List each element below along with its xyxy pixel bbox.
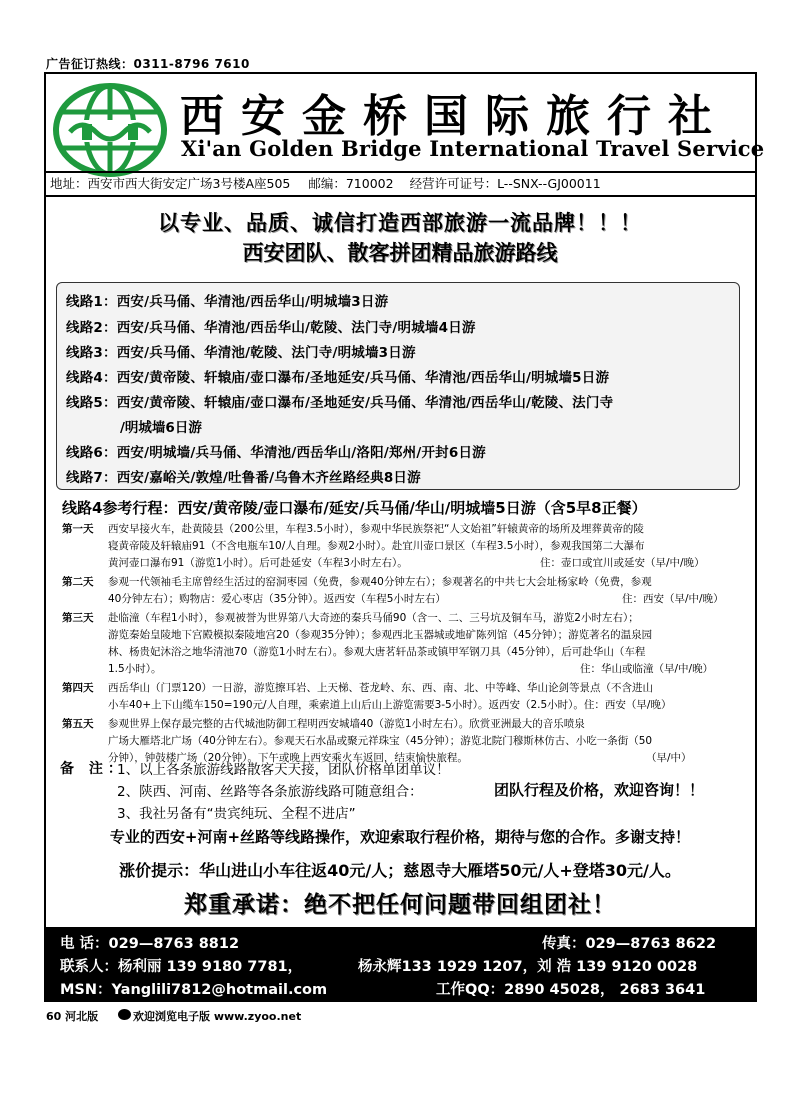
contact-bar bbox=[46, 927, 755, 1000]
day-label: 第一天 bbox=[62, 523, 94, 535]
day-text: 参观世界上保存最完整的古代城池防御工程明西安城墙40（游览1小时左右）。欣赏亚洲最大的音乐喷泉 bbox=[108, 718, 585, 730]
route-item: 线路2：西安/兵马俑、华清池/西岳华山/乾陵、法门寺/明城墙4日游 bbox=[66, 320, 476, 336]
slogan-sub: 西安团队、散客拼团精品旅游路线 bbox=[242, 241, 558, 265]
address-bar bbox=[46, 171, 755, 197]
day-label: 第五天 bbox=[62, 718, 94, 730]
route-item: 线路1：西安/兵马俑、华清池/西岳华山/明城墙3日游 bbox=[66, 294, 389, 310]
day-text: 黄河壶口瀑布91（游览1小时）。后可赴延安（车程3小时左右）。 bbox=[108, 557, 408, 569]
day-label: 第二天 bbox=[62, 576, 94, 588]
note-item: 1、以上各条旅游线路散客天天接，团队价格单团单议！ bbox=[117, 762, 450, 778]
contact-persons-more: 杨永辉133 1929 1207，刘 浩 139 9120 0028 bbox=[358, 959, 698, 975]
route-item: 线路5：西安/黄帝陵、轩辕庙/壶口瀑布/圣地延安/兵马俑、华清池/西岳华山/乾陵、法门寺 bbox=[66, 395, 614, 411]
promise-banner: 郑重承诺：绝不把任何问题带回组团社！ bbox=[184, 892, 616, 918]
day-meals: （早/中） bbox=[646, 752, 692, 764]
publication-logo-icon bbox=[118, 1009, 131, 1020]
day-text: 参观一代领袖毛主席曾经生活过的窑洞枣园（免费，参观40分钟左右）；参观著名的中共七大会址杨家岭（免费，参观 bbox=[108, 576, 652, 588]
promo-line: 专业的西安+河南+丝路等线路操作，欢迎索取行程价格，期待与您的合作。多谢支持！ bbox=[109, 828, 691, 846]
route-item: 线路4：西安/黄帝陵、轩辕庙/壶口瀑布/圣地延安/兵马俑、华清池/西岳华山/明城墙5日游 bbox=[66, 370, 610, 386]
footer-website: 欢迎浏览电子版 www.zyoo.net bbox=[133, 1010, 302, 1023]
route-item: 线路6：西安/明城墙/兵马俑、华清池/西岳华山/洛阳/郑州/开封6日游 bbox=[66, 445, 486, 461]
msn-contact: MSN：Yanglili7812@hotmail.com bbox=[60, 982, 328, 998]
itinerary-title: 线路4参考行程：西安/黄帝陵/壶口瀑布/延安/兵马俑/华山/明城墙5日游（含5早8正餐） bbox=[62, 499, 647, 517]
phone-number: 电 话：029—8763 8812 bbox=[60, 936, 240, 952]
globe-logo-icon bbox=[52, 82, 168, 178]
slogan-main: 以专业、品质、诚信打造西部旅游一流品牌！！！ bbox=[158, 211, 642, 235]
note-item: 2、陕西、河南、丝路等各条旅游线路可随意组合： bbox=[117, 784, 423, 800]
qq-contact: 工作QQ：2890 45028， 2683 3641 bbox=[436, 982, 706, 998]
route-item-continued: /明城墙6日游 bbox=[120, 420, 202, 436]
day-text: 游览秦始皇陵地下宫殿模拟秦陵地宫20（参观35分钟）；参观西北玉器城或地矿陈列馆（45分钟）；游览著名的温泉园 bbox=[108, 629, 653, 641]
ad-hotline: 广告征订热线：0311-8796 7610 bbox=[46, 57, 250, 71]
fax-number: 传真：029—8763 8622 bbox=[542, 936, 717, 952]
day-text: 林、杨贵妃沐浴之地华清池70（游览1小时左右）。参观大唐茗轩品茶或镇甲军钢刀具（45分钟），后可赴华山（车程 bbox=[108, 646, 646, 658]
day-text: 1.5小时）。 bbox=[108, 663, 162, 675]
day-text: 赴临潼（车程1小时），参观被誉为世界第八大奇迹的秦兵马俑90（含一、二、三号坑及铜车马，游览2小时左右）； bbox=[108, 612, 639, 624]
day-lodging: 住：华山或临潼（早/中/晚） bbox=[580, 663, 714, 675]
inquiry-highlight: 团队行程及价格，欢迎咨询！！ bbox=[494, 781, 705, 799]
day-text: 分钟），钟鼓楼广场（20分钟）。下午或晚上西安乘火车返回，结束愉快旅程。 bbox=[108, 752, 468, 764]
price-tip: 涨价提示：华山进山小车往返40元/人；慈恩寺大雁塔50元/人+登塔30元/人。 bbox=[119, 861, 681, 880]
contact-person: 联系人：杨利丽 139 9180 7781， bbox=[60, 959, 303, 975]
agency-chinese-name: 西安金桥国际旅行社 bbox=[180, 91, 729, 142]
day-text: 寝黄帝陵及轩辕庙91（不含电瓶车10/人自理。参观2小时）。赴宜川壶口景区（车程3.5小时），参观我国第二大瀑布 bbox=[108, 540, 645, 552]
day-text: 40分钟左右）；购物店：爱心枣店（35分钟）。返西安（车程5小时左右） bbox=[108, 593, 446, 605]
notes-label: 备 注： bbox=[60, 761, 127, 777]
day-text: 西安早接火车，赴黄陵县（200公里，车程3.5小时），参观中华民族祭祀“人文始祖”轩辕黄帝的场所及埋葬黄帝的陵 bbox=[108, 523, 644, 535]
postcode: 邮编：710002 bbox=[308, 176, 394, 191]
day-text: 西岳华山（门票120）一日游，游览擦耳岩、上天梯、苍龙岭、东、西、南、北、中等峰、华山论剑等景点（不含进山 bbox=[108, 682, 654, 694]
day-label: 第三天 bbox=[62, 612, 94, 624]
day-lodging: 住：西安（早/中/晚） bbox=[622, 593, 724, 605]
page-number: 60 河北版 bbox=[46, 1010, 99, 1023]
day-text: 小车40+上下山缆车150=190元/人自理，乘索道上山后山上游览需要3-5小时）。返西安（2.5小时）。住：西安（早/晚） bbox=[108, 699, 672, 711]
address: 地址：西安市西大街安定广场3号楼A座505 bbox=[50, 176, 291, 191]
agency-english-name: Xi'an Golden Bridge International Travel Service bbox=[181, 136, 765, 161]
route-item: 线路7：西安/嘉峪关/敦煌/吐鲁番/乌鲁木齐丝路经典8日游 bbox=[66, 470, 421, 486]
day-label: 第四天 bbox=[62, 682, 94, 694]
day-lodging: 住：壶口或宜川或延安（早/中/晚） bbox=[540, 557, 705, 569]
day-text: 广场大雁塔北广场（40分钟左右）。参观天石水晶或聚元祥珠宝（45分钟）；游览北院门穆斯林仿古、小吃一条街（50 bbox=[108, 735, 653, 747]
license-number: 经营许可证号：L--SNX--GJ00011 bbox=[409, 176, 601, 191]
note-item: 3、我社另备有“贵宾纯玩、全程不进店” bbox=[117, 806, 356, 822]
route-item: 线路3：西安/兵马俑、华清池/乾陵、法门寺/明城墙3日游 bbox=[66, 345, 416, 361]
